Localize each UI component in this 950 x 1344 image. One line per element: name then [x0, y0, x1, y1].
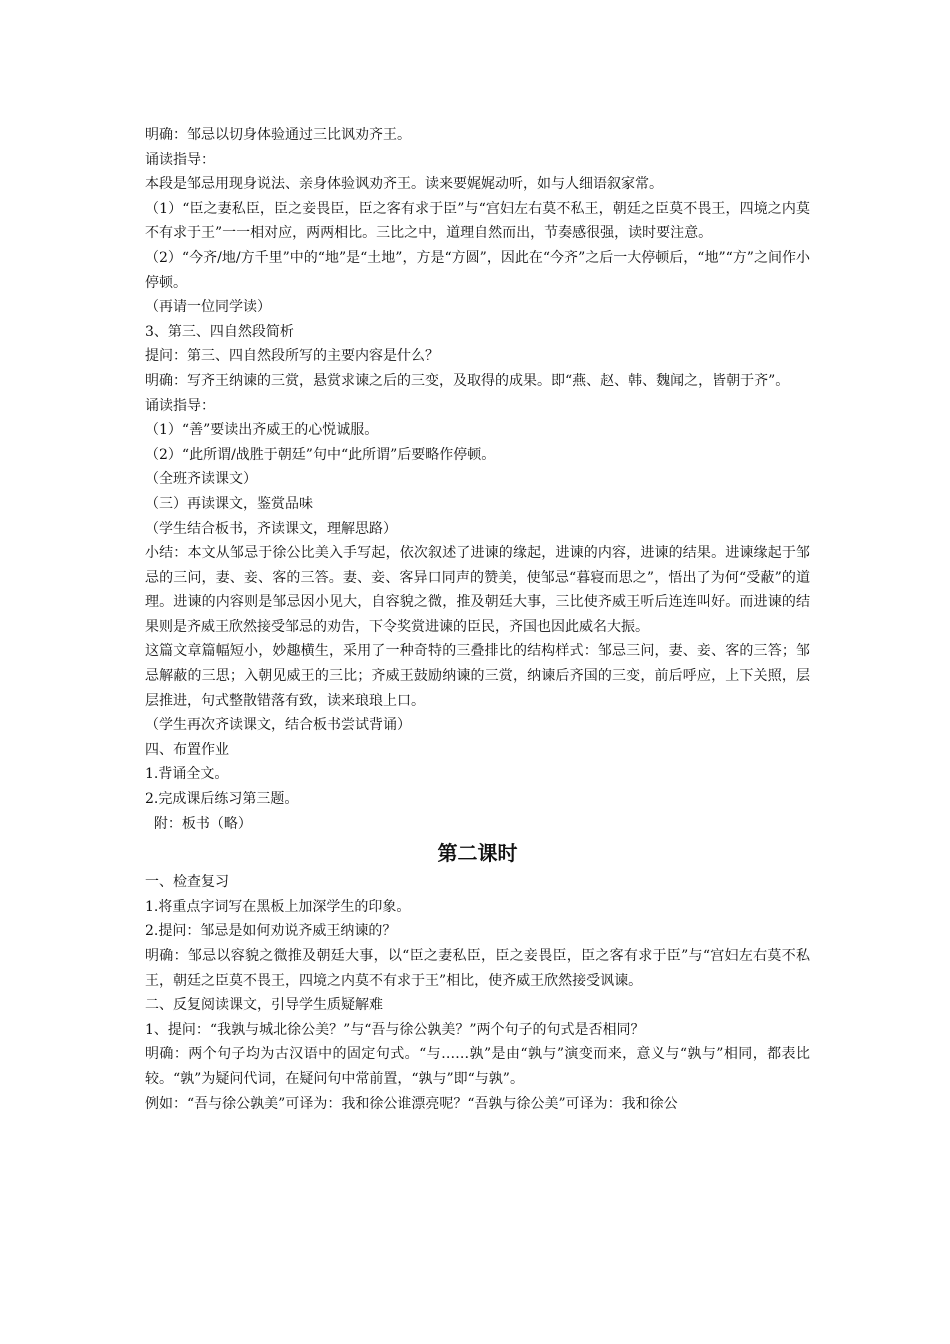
lesson-title: 第二课时	[437, 841, 518, 866]
paragraph: （1）“善”要读出齐威王的心悦诚服。	[145, 422, 379, 439]
paragraph: （学生结合板书，齐读课文，理解思路）	[145, 520, 397, 537]
paragraph: 提问：第三、四自然段所写的主要内容是什么？	[145, 348, 439, 365]
document-page	[145, 123, 810, 1116]
section-heading: 3、第三、四自然段简析	[145, 323, 294, 340]
paragraph: 诵读指导：	[145, 151, 215, 168]
paragraph: （学生再次齐读课文，结合板书尝试背诵）	[145, 717, 411, 734]
paragraph: 本段是邹忌用现身说法、亲身体验讽劝齐王。读来要娓娓动听，如与人细语叙家常。	[145, 176, 663, 193]
paragraph: 明确：写齐王纳谏的三赏，悬赏求谏之后的三变，及取得的成果。即“燕、赵、韩、魏闻之，皆朝于齐”。	[145, 372, 790, 389]
paragraph: 诵读指导：	[145, 397, 215, 414]
paragraph: （全班齐读课文）	[145, 471, 257, 488]
paragraph: （1）“臣之妻私臣，臣之妾畏臣，臣之客有求于臣”与“宫妇左右莫不私王，朝廷之臣莫不畏王，四境之内莫不有求于王”一一相对应，两两相比。三比之中，道理自然而出，节奏感很强，读时要注意。	[145, 200, 810, 242]
section-heading: 四、布置作业	[145, 741, 229, 758]
paragraph: 明确：两个句子均为古汉语中的固定句式。“与……孰”是由“孰与”演变而来，意义与“孰与”相同，都表比较。“孰”为疑问代词，在疑问句中常前置，“孰与”即“与孰”。	[145, 1046, 810, 1087]
paragraph: 1.将重点字词写在黑板上加深学生的印象。	[145, 898, 411, 915]
paragraph: （2）“今齐/地/方千里”中的“地”是“土地”，方是“方圆”，因此在“今齐”之后一大停顿后，“地”“方”之间作小停顿。	[145, 249, 810, 291]
paragraph: （再请一位同学读）	[145, 299, 271, 316]
paragraph: 小结：本文从邹忌于徐公比美入手写起，依次叙述了进谏的缘起，进谏的内容，进谏的结果。进谏缘起于邹忌的三问，妻、妾、客的三答。妻、妾、客异口同声的赞美，使邹忌“暮寝而思之”，悟出了为何“受蔽”的道理。进谏的内容则是邹忌因小见大，自容貌之微，推及朝廷大事，三比使齐威王听后连连叫好。而进谏的结果则是齐威王欣然接受邹忌的劝告，下令奖赏进谏的臣民，齐国也因此威名大振。	[145, 545, 810, 635]
paragraph: 1、提问：“我孰与城北徐公美？”与“吾与徐公孰美？”两个句子的句式是否相同？	[145, 1021, 645, 1038]
section-heading: 一、检查复习	[145, 874, 229, 891]
paragraph: 附：板书（略）	[145, 815, 252, 832]
section-heading: （三）再读课文，鉴赏品味	[145, 495, 313, 512]
section-heading: 二、反复阅读课文，引导学生质疑解难	[145, 997, 383, 1014]
paragraph: （2）“此所谓/战胜于朝廷”句中“此所谓”后要略作停顿。	[145, 446, 496, 463]
paragraph: 这篇文章篇幅短小，妙趣横生，采用了一种奇特的三叠排比的结构样式：邹忌三问，妻、妾、客的三答；邹忌解蔽的三思；入朝见威王的三比；齐威王鼓励纳谏的三赏，纳谏后齐国的三变，前后呼应，上下关照，层层推进，句式整散错落有致，读来琅琅上口。	[145, 643, 810, 709]
paragraph: 例如：“吾与徐公孰美”可译为：我和徐公谁漂亮呢？“吾孰与徐公美”可译为：我和徐公	[145, 1095, 678, 1112]
paragraph: 1.背诵全文。	[145, 766, 229, 783]
paragraph: 2.提问：邹忌是如何劝说齐威王纳谏的？	[145, 923, 397, 940]
paragraph: 2.完成课后练习第三题。	[145, 791, 299, 808]
paragraph: 明确：邹忌以容貌之微推及朝廷大事，以“臣之妻私臣，臣之妾畏臣，臣之客有求于臣”与“宫妇左右莫不私王，朝廷之臣莫不畏王，四境之内莫不有求于王”相比，使齐威王欣然接受讽谏。	[145, 948, 810, 989]
paragraph: 明确：邹忌以切身体验通过三比讽劝齐王。	[145, 127, 411, 143]
